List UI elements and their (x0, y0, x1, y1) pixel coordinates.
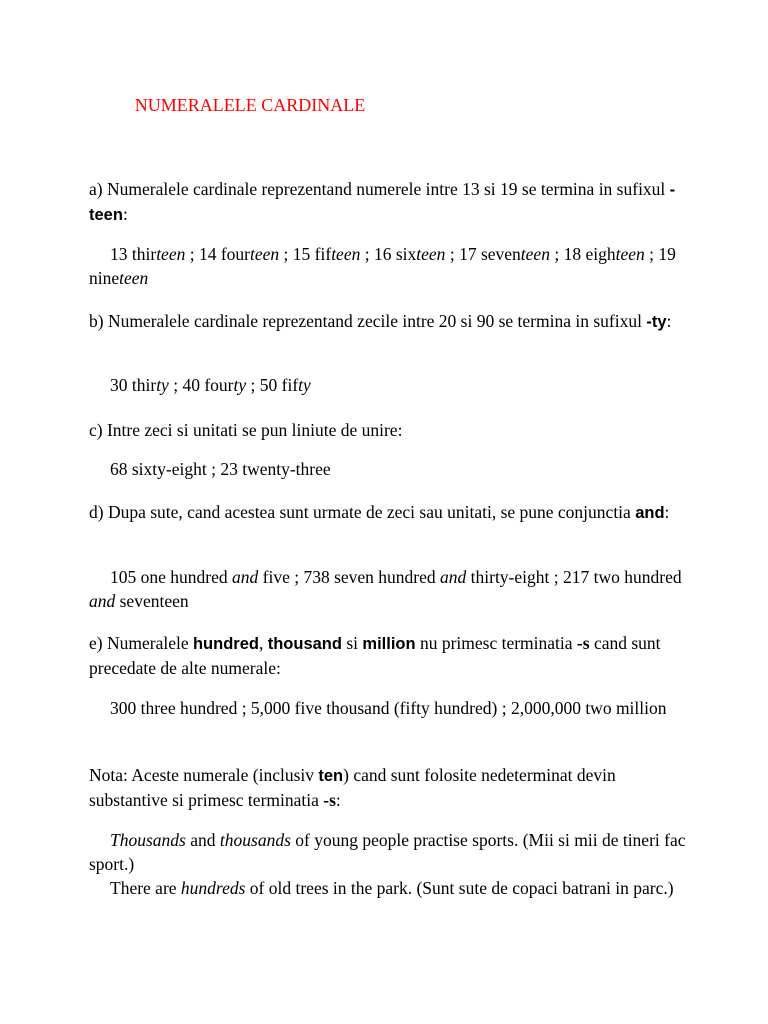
nota-example-1 (89, 828, 689, 876)
nota-colon: : (335, 790, 341, 810)
section-d-rule (89, 500, 689, 525)
nota-ex-text: of young people practise sports. (Mii si mii de tineri fac sport.) (89, 830, 686, 874)
italic-suffix: teen (331, 244, 361, 264)
italic-hundreds: hundreds (180, 878, 246, 898)
e-comma: , (258, 633, 268, 653)
section-a-text: a) Numeralele cardinale reprezentand numerele intre 13 si 19 se termina in sufixul (89, 179, 670, 199)
example-item: 15 fifteen ; (292, 244, 374, 264)
example-item: 50 fifty (259, 375, 311, 395)
section-c-example: 68 sixty-eight ; 23 twenty-three (110, 459, 331, 479)
page-title: NUMERALELE CARDINALE (134, 95, 366, 115)
keyword-ten: ten (318, 767, 344, 785)
section-d-text: d) Dupa sute, cand acestea sunt urmate de zeci sau unitati, se pune conjunctia (89, 502, 636, 522)
italic-suffix: teen (520, 244, 550, 264)
d-example-part: seventeen (115, 591, 189, 611)
d-example-part: thirty-eight ; 217 two hundred (466, 567, 682, 587)
nota-text: Nota: Aceste numerale (inclusiv (89, 765, 319, 785)
section-a-rule (89, 177, 689, 227)
section-d-colon: : (664, 502, 670, 522)
d-and-italic: and (232, 567, 259, 587)
example-item: 18 eighteen ; (563, 244, 659, 264)
d-example-part: 105 one hundred (110, 567, 232, 587)
italic-suffix: teen (416, 244, 446, 264)
italic-suffix: ty (298, 375, 311, 395)
keyword-hundred: hundred (192, 635, 259, 653)
keyword-s: -s (323, 790, 336, 810)
italic-suffix: teen (250, 244, 280, 264)
example-item: 17 seventeen ; (459, 244, 564, 264)
d-and-italic: and (440, 567, 467, 587)
italic-suffix: teen (119, 268, 149, 288)
section-c-rule: c) Intre zeci si unitati se pun liniute de unire: (89, 420, 403, 440)
keyword-s: -s (576, 633, 590, 653)
section-a-examples (89, 242, 689, 290)
nota-rule (89, 763, 689, 812)
e-text: si (341, 633, 363, 653)
nota-ex-text: and (185, 830, 220, 850)
section-e-rule (89, 631, 689, 680)
section-b-rule (89, 309, 689, 334)
section-b-text: b) Numeralele cardinale reprezentand zecile intre 20 si 90 se termina in sufixul (89, 311, 647, 331)
nota-ex-text: of old trees in the park. (Sunt sute de copaci batrani in parc.) (245, 878, 674, 898)
keyword-and: and (635, 504, 665, 522)
e-text: cand sunt precedate de alte numerale: (89, 633, 661, 678)
section-d-examples (89, 565, 689, 613)
example-item: 13 thirteen ; (110, 244, 199, 264)
example-item: 16 sixteen ; (373, 244, 460, 264)
italic-thousands: thousands (219, 830, 291, 850)
italic-thousands: Thousands (110, 830, 186, 850)
nota-ex-text: There are (110, 878, 181, 898)
section-e-example: 300 three hundred ; 5,000 five thousand (fifty hundred) ; 2,000,000 two million (110, 698, 667, 718)
nota-text: ) cand sunt folosite nedeterminat devin substantive si primesc terminatia (89, 765, 616, 810)
e-text: e) Numeralele (89, 633, 193, 653)
section-b-colon: : (666, 311, 672, 331)
d-and-italic: and (89, 591, 116, 611)
example-item: 19 nineteen (89, 244, 676, 288)
example-item: 30 thirty ; (110, 375, 183, 395)
italic-suffix: ty (233, 375, 247, 395)
section-a-colon: : (122, 204, 128, 224)
example-item: 40 fourty ; (182, 375, 260, 395)
section-b-examples (89, 373, 689, 397)
nota-example-2 (89, 876, 689, 900)
italic-suffix: teen (615, 244, 645, 264)
example-item: 14 fourteen ; (198, 244, 293, 264)
italic-suffix: teen (156, 244, 186, 264)
keyword-thousand: thousand (267, 635, 342, 653)
suffix-ty: -ty (646, 313, 667, 331)
italic-suffix: ty (156, 375, 169, 395)
d-example-part: five ; 738 seven hundred (258, 567, 441, 587)
keyword-million: million (362, 635, 416, 653)
e-text: nu primesc terminatia (415, 633, 577, 653)
suffix-teen: -teen (89, 181, 676, 224)
